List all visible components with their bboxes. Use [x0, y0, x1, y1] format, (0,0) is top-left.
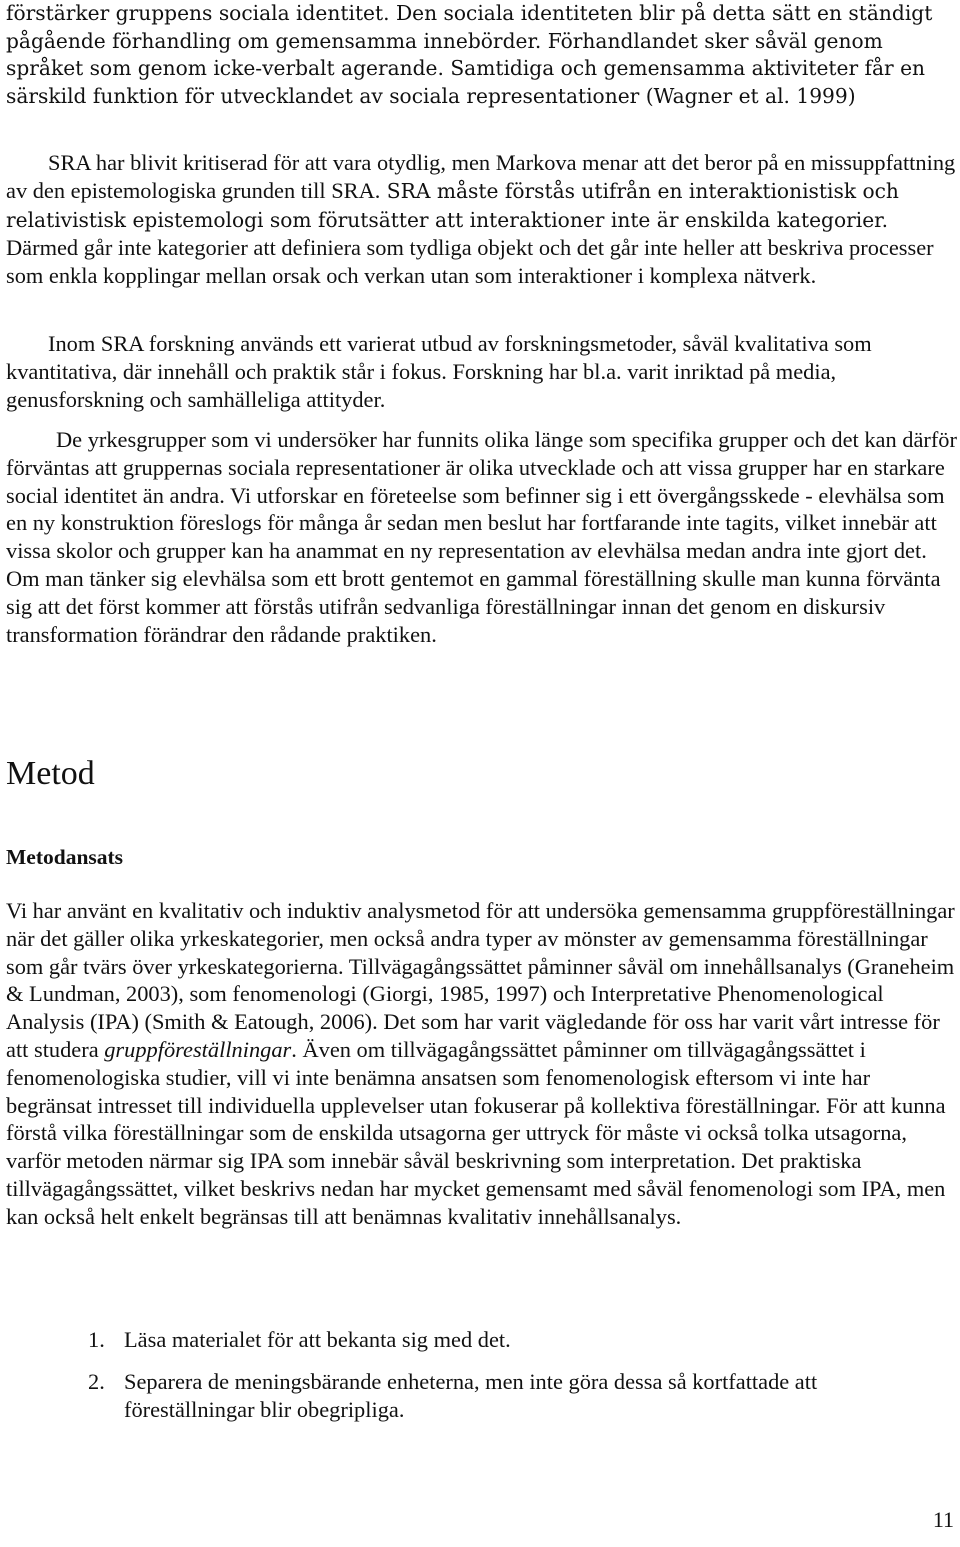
paragraph-sra-part-3: Därmed går inte kategorier att definiera som tydliga objekt och det går inte heller att beskriva processer som enkla kopplingar mellan orsak och verkan utan som interaktioner i komplexa nätverk. — [6, 235, 934, 289]
paragraph-metodansats — [6, 897, 958, 1231]
list-item-text: Läsa materialet för att bekanta sig med det. — [124, 1327, 511, 1352]
emphasis-gruppforestallningar: gruppföreställningar — [104, 1036, 292, 1062]
list-item — [0, 1326, 824, 1354]
section-title-metod: Metod — [6, 755, 95, 792]
paragraph-inom-sra — [6, 330, 958, 413]
paragraph-sra — [6, 149, 958, 290]
paragraph-metodansats-part-a: Vi har använt en kvalitativ och induktiv analysmetod för att undersöka gemensamma gruppföreställningar när det gäller olika yrkeskategorier, men också andra typer av mönster av gemensamma föreställningar som går tvärs över yrkeskategorierna. Tillvägagångssättet påminner såväl om innehållsanalys (Graneheim & Lundman, 2003), som fenomenologi (Giorgi, 1985, 1997) och Interpretative Phenomenological Analysis (IPA) (Smith & Eatough, 2006). Det som har varit vägledande för oss har varit vårt intresse för att studera — [6, 898, 955, 1062]
paragraph-yrkesgrupper-text: De yrkesgrupper som vi undersöker har funnits olika länge som specifika grupper och det kan därför förväntas att gruppernas sociala representationer är olika utvecklade och att vissa grupper har en starkare social identitet än andra. Vi utforskar en företeelse som befinner sig i ett övergångsskede - elevhälsa som en ny konstruktion föreslogs för många år sedan men beslut har fortfarande inte tagits, vilket innebär att vissa skolor och grupper kan ha anammat en ny representation av elevhälsa medan andra inte gjort det. Om man tänker sig elevhälsa som ett brott gentemot en gammal föreställning skulle man kunna förvänta sig att det först kommer att förstås utifrån sedvanliga föreställningar innan det genom en diskursiv transformation förändrar den rådande praktiken. — [6, 427, 957, 647]
paragraph-metodansats-part-b: . Även om tillvägagångssättet påminner om tillvägagångssättet i fenomenologiska studier, vill vi inte benämna ansatsen som fenomenologisk eftersom vi inte har begränsat intresset till individuella upplevelser utan fokuserar på kollektiva föreställningar. För att kunna förstå vilka föreställningar som de enskilda utsagorna ger uttryck för måste vi också tolka utsagorna, varför metoden närmar sig IPA som innebär såväl beskrivning som interpretation. Det praktiska tillvägagångssättet, vilket beskrivs nedan har mycket gemensamt med såväl fenomenologi som IPA, men kan också helt enkelt begränsas till att benämnas kvalitativ innehållsanalys. — [6, 1036, 946, 1229]
paragraph-intro — [6, 0, 954, 111]
paragraph-yrkesgrupper — [6, 426, 958, 648]
paragraph-inom-sra-text: Inom SRA forskning används ett varierat utbud av forskningsmetoder, såväl kvalitativa som kvantitativa, där innehåll och praktik står i fokus. Forskning har bl.a. varit inriktad på media, genusforskning och samhälleliga attityder. — [6, 331, 872, 412]
list-item-number: 2. — [88, 1368, 105, 1394]
method-steps-list — [0, 1326, 960, 1423]
paragraph-sra-part-1: SRA har blivit kritiserad för att vara otydlig, men Markova menar att det beror på en missuppfattning av den epistemologiska grunden till SRA. — [6, 150, 956, 203]
page-number: 11 — [932, 1507, 954, 1532]
list-item-text: Separera de meningsbärande enheterna, men inte göra dessa så kortfattade att föreställningar blir obegripliga. — [124, 1368, 818, 1422]
list-item — [0, 1368, 824, 1424]
list-item-number: 1. — [88, 1327, 105, 1352]
subsection-title-metodansats: Metodansats — [6, 845, 124, 869]
paragraph-intro-text: förstärker gruppens sociala identitet. Den sociala identiteten blir på detta sätt en ständigt pågående förhandling om gemensamma innebörder. Förhandlandet sker såväl genom språket som genom icke-verbalt agerande. Samtidiga och gemensamma aktiviteter får en särskild funktion för utvecklandet av sociala representationer (Wagner et al. 1999) — [6, 1, 933, 109]
paragraph-sra-part-2: SRA måste förstås utifrån en interaktionistisk och relativistisk epistemologi som förutsätter att interaktioner inte är enskilda kategorier. — [6, 178, 899, 232]
